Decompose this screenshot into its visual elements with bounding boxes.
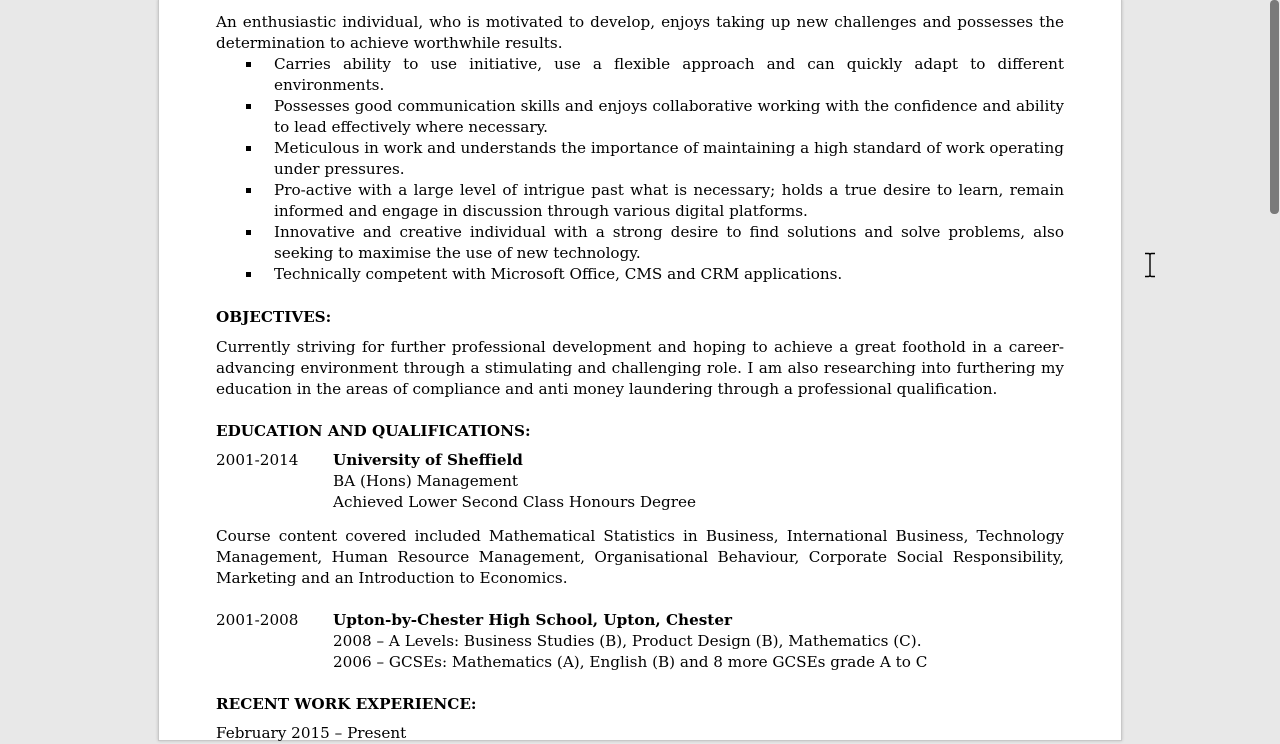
institution-name: University of Sheffield bbox=[333, 451, 523, 469]
education-details bbox=[333, 450, 1064, 513]
education-entry bbox=[216, 610, 1064, 673]
document-page bbox=[158, 0, 1122, 741]
education-details bbox=[333, 610, 1064, 673]
list-item-text: Possesses good communication skills and enjoys collaborative working with the confidence and ability to lead effectively where necessary. bbox=[274, 97, 1064, 136]
work-period: February 2015 – Present bbox=[216, 724, 407, 742]
qualification-line: 2008 – A Levels: Business Studies (B), Product Design (B), Mathematics (C). bbox=[333, 632, 922, 650]
bullet-icon bbox=[246, 104, 251, 109]
list-item bbox=[216, 96, 1064, 138]
bullet-icon bbox=[246, 146, 251, 151]
work-heading: RECENT WORK EXPERIENCE: bbox=[216, 695, 477, 713]
bullet-icon bbox=[246, 188, 251, 193]
scrollbar-thumb[interactable] bbox=[1270, 0, 1279, 214]
document-content bbox=[216, 12, 1064, 744]
course-content: Course content covered included Mathematical Statistics in Business, International Business, Technology Management, Human Resource Management, Organisational Behaviour, Corporate Social Responsibility, Marketing and an Introduction to Economics. bbox=[216, 527, 1064, 587]
education-years: 2001-2014 bbox=[216, 451, 299, 469]
text-cursor-icon bbox=[1142, 252, 1158, 278]
objectives-heading: OBJECTIVES: bbox=[216, 308, 332, 326]
list-item bbox=[216, 138, 1064, 180]
list-item bbox=[216, 180, 1064, 222]
list-item bbox=[216, 54, 1064, 96]
objectives-text: Currently striving for further professional development and hoping to achieve a great foothold in a career-advancing environment through a stimulating and challenging role. I am also researching into furthering my education in the areas of compliance and anti money laundering through a professional qualification. bbox=[216, 338, 1064, 398]
profile-intro: An enthusiastic individual, who is motivated to develop, enjoys taking up new challenges and possesses the determination to achieve worthwhile results. bbox=[216, 13, 1064, 52]
institution-name: Upton-by-Chester High School, Upton, Chester bbox=[333, 611, 732, 629]
list-item-text: Carries ability to use initiative, use a flexible approach and can quickly adapt to different environments. bbox=[274, 55, 1064, 94]
bullet-icon bbox=[246, 272, 251, 277]
skills-list bbox=[216, 54, 1064, 285]
qualification-line: 2006 – GCSEs: Mathematics (A), English (B) and 8 more GCSEs grade A to C bbox=[333, 653, 928, 671]
list-item-text: Meticulous in work and understands the importance of maintaining a high standard of work operating under pressures. bbox=[274, 139, 1064, 178]
list-item-text: Pro-active with a large level of intrigue past what is necessary; holds a true desire to learn, remain informed and engage in discussion through various digital platforms. bbox=[274, 181, 1064, 220]
education-heading: EDUCATION AND QUALIFICATIONS: bbox=[216, 422, 531, 440]
vertical-scrollbar[interactable] bbox=[1268, 0, 1280, 720]
bullet-icon bbox=[246, 230, 251, 235]
education-entry bbox=[216, 450, 1064, 513]
education-years: 2001-2008 bbox=[216, 611, 299, 629]
qualification-line: Achieved Lower Second Class Honours Degree bbox=[333, 493, 696, 511]
qualification-line: BA (Hons) Management bbox=[333, 472, 519, 490]
list-item-text: Technically competent with Microsoft Office, CMS and CRM applications. bbox=[274, 265, 843, 283]
list-item-text: Innovative and creative individual with a strong desire to find solutions and solve problems, also seeking to maximise the use of new technology. bbox=[274, 223, 1064, 262]
list-item bbox=[216, 222, 1064, 264]
list-item bbox=[216, 264, 1064, 285]
bullet-icon bbox=[246, 62, 251, 67]
